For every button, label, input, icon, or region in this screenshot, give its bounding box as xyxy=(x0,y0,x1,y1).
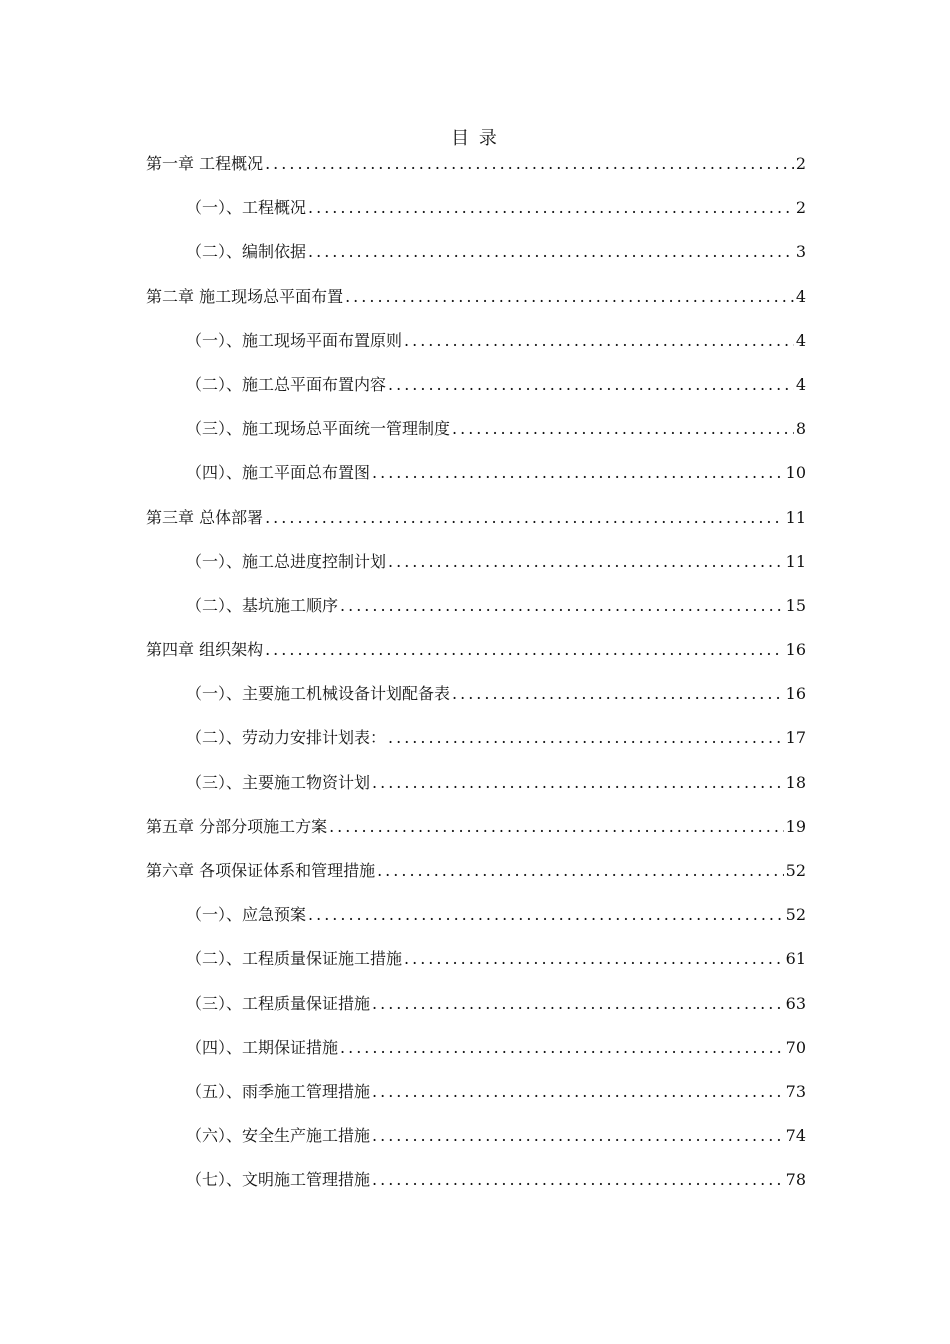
toc-entry-label: （六）、安全生产施工措施 xyxy=(186,1126,371,1146)
toc-leader-dots xyxy=(402,319,794,363)
toc-page-number: 3 xyxy=(795,242,806,262)
toc-leader-dots xyxy=(306,893,784,937)
toc-leader-dots xyxy=(402,937,784,981)
toc-page-number: 11 xyxy=(785,551,806,571)
toc-section-entry[interactable] xyxy=(146,319,806,363)
toc-page-number: 61 xyxy=(785,949,806,969)
toc-leader-dots xyxy=(386,363,794,407)
toc-leader-dots xyxy=(370,761,784,805)
toc-entry-label: 第一章 工程概况 xyxy=(146,154,264,173)
toc-chapter-entry[interactable] xyxy=(146,275,806,319)
toc-entry-label: 第六章 各项保证体系和管理措施 xyxy=(146,861,376,880)
toc-entry-label: （二）、工程质量保证施工措施 xyxy=(186,949,403,969)
toc-entry-label: （二）、基坑施工顺序 xyxy=(186,595,339,615)
toc-entry-label: 第五章 分部分项施工方案 xyxy=(146,816,328,836)
toc-leader-dots xyxy=(306,230,794,274)
toc-leader-dots xyxy=(306,186,794,230)
toc-leader-dots xyxy=(263,496,784,540)
toc-entry-label: 第三章 总体部署 xyxy=(146,507,264,527)
toc-leader-dots xyxy=(386,716,784,760)
toc-section-entry[interactable] xyxy=(146,186,806,230)
toc-entry-label: （一）、应急预案 xyxy=(186,905,307,925)
toc-leader-dots xyxy=(370,1070,784,1114)
toc-entry-label: 第二章 施工现场总平面布置 xyxy=(146,286,344,306)
toc-entry-label: （一）、施工总进度控制计划 xyxy=(186,551,387,571)
toc-entry-label: （一）、主要施工机械设备计划配备表 xyxy=(186,684,451,704)
toc-page-number: 18 xyxy=(785,772,806,792)
toc-page-number: 2 xyxy=(795,154,806,173)
toc-page-number: 74 xyxy=(785,1126,806,1146)
toc-entry-label: （七）、文明施工管理措施 xyxy=(186,1170,371,1190)
toc-entry-label: （四）、工期保证措施 xyxy=(186,1037,339,1057)
toc-entry-label: （一）、施工现场平面布置原则 xyxy=(186,330,403,350)
toc-section-entry[interactable] xyxy=(146,363,806,407)
toc-page-number: 73 xyxy=(785,1081,806,1101)
toc-chapter-entry[interactable] xyxy=(146,849,806,893)
toc-section-entry[interactable] xyxy=(146,672,806,716)
toc-entry-label: （二）、编制依据 xyxy=(186,242,307,262)
toc-page-number: 2 xyxy=(795,198,806,218)
toc-entry-label: 第四章 组织架构 xyxy=(146,640,264,660)
toc-section-entry[interactable] xyxy=(146,1158,806,1202)
toc-chapter-entry[interactable] xyxy=(146,805,806,849)
toc-page-number: 10 xyxy=(785,463,806,483)
toc-page-number: 15 xyxy=(785,595,806,615)
toc-section-entry[interactable] xyxy=(146,716,806,760)
toc-page-number: 11 xyxy=(785,507,806,527)
toc-section-entry[interactable] xyxy=(146,937,806,981)
toc-page-number: 4 xyxy=(795,286,806,306)
toc-section-entry[interactable] xyxy=(146,407,806,451)
toc-entry-label: （三）、施工现场总平面统一管理制度 xyxy=(186,419,451,439)
toc-section-entry[interactable] xyxy=(146,451,806,495)
table-of-contents xyxy=(146,142,806,1203)
toc-entry-label: （二）、劳动力安排计划表： xyxy=(186,728,387,748)
toc-leader-dots xyxy=(338,584,784,628)
toc-page-number: 63 xyxy=(785,993,806,1013)
toc-page-number: 4 xyxy=(795,330,806,350)
toc-page-number: 19 xyxy=(785,816,806,836)
toc-title: 目 录 xyxy=(451,128,499,149)
toc-entry-label: （四）、施工平面总布置图 xyxy=(186,463,371,483)
toc-leader-dots xyxy=(450,407,794,451)
toc-page-number: 16 xyxy=(785,640,806,660)
toc-section-entry[interactable] xyxy=(146,893,806,937)
toc-section-entry[interactable] xyxy=(146,540,806,584)
toc-page-number: 52 xyxy=(785,905,806,925)
toc-section-entry[interactable] xyxy=(146,1026,806,1070)
toc-entry-label: （二）、施工总平面布置内容 xyxy=(186,374,387,394)
toc-section-entry[interactable] xyxy=(146,761,806,805)
toc-page-number: 52 xyxy=(785,861,806,880)
toc-page-number: 8 xyxy=(795,419,806,439)
toc-leader-dots xyxy=(338,1026,784,1070)
toc-leader-dots xyxy=(370,1158,784,1202)
toc-leader-dots xyxy=(263,142,794,186)
toc-section-entry[interactable] xyxy=(146,584,806,628)
toc-leader-dots xyxy=(370,1114,784,1158)
toc-entry-label: （五）、雨季施工管理措施 xyxy=(186,1081,371,1101)
toc-leader-dots xyxy=(370,982,784,1026)
toc-page-number: 4 xyxy=(795,374,806,394)
toc-leader-dots xyxy=(343,275,794,319)
toc-section-entry[interactable] xyxy=(146,1114,806,1158)
toc-page-number: 78 xyxy=(785,1170,806,1190)
toc-leader-dots xyxy=(263,628,784,672)
toc-leader-dots xyxy=(450,672,784,716)
toc-section-entry[interactable] xyxy=(146,230,806,274)
toc-chapter-entry[interactable] xyxy=(146,496,806,540)
toc-chapter-entry[interactable] xyxy=(146,628,806,672)
toc-page-number: 17 xyxy=(785,728,806,748)
toc-entry-label: （三）、工程质量保证措施 xyxy=(186,993,371,1013)
toc-leader-dots xyxy=(386,540,784,584)
toc-leader-dots xyxy=(370,451,784,495)
toc-chapter-entry[interactable] xyxy=(146,142,806,186)
toc-entry-label: （三）、主要施工物资计划 xyxy=(186,772,371,792)
toc-page-number: 70 xyxy=(785,1037,806,1057)
toc-section-entry[interactable] xyxy=(146,1070,806,1114)
toc-page-number: 16 xyxy=(785,684,806,704)
toc-leader-dots xyxy=(327,805,784,849)
toc-entry-label: （一）、工程概况 xyxy=(186,198,307,218)
toc-section-entry[interactable] xyxy=(146,982,806,1026)
toc-leader-dots xyxy=(375,849,784,893)
